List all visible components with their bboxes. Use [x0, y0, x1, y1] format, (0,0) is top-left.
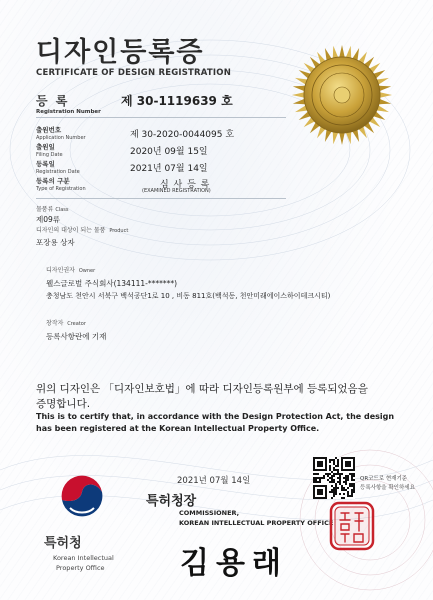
class-label: 물품류 Class [36, 206, 69, 213]
qr-note-line2: 등록사항을 확인하세요 [360, 485, 415, 491]
registration-number-value: 제 30-1119639 호 [121, 94, 233, 108]
gold-seal-icon [291, 44, 393, 146]
divider-line [36, 117, 286, 118]
owner-name: 웰스글로벌 주식회사(134111-*******) [46, 279, 178, 288]
product-value: 포장용 상자 [36, 238, 75, 247]
office-name-en: KOREAN INTELLECTUAL PROPERTY OFFICE [179, 519, 334, 527]
application-number-label: 출원번호 [36, 126, 62, 134]
registration-type-value-en: (EXAMINED REGISTRATION) [142, 188, 211, 194]
creator-label: 창작자 Creator [46, 320, 86, 327]
registration-type-label: 등록의 구분 [36, 177, 70, 185]
registration-date-label: 등록일 [36, 160, 55, 168]
product-label: 디자인의 대상이 되는 물품 Product [36, 227, 129, 234]
commissioner-title-en: COMMISSIONER, [179, 509, 240, 517]
registration-number-label: 등 록 [36, 94, 70, 108]
registration-date-label-en: Registration Date [36, 169, 80, 175]
registration-number-label-en: Registration Number [36, 109, 101, 115]
owner-label: 디자인권자 Owner [46, 267, 96, 274]
kipo-logo-icon [56, 470, 108, 522]
commissioner-title-ko: 특허청장 [146, 494, 197, 509]
filing-date-label-en: Filing Date [36, 152, 63, 158]
registration-type-label-en: Type of Registration [36, 186, 86, 192]
certification-statement-en: This is to certify that, in accordance with the Design Protection Act, the design has been registered at the Korean Intellectual Property Office. [36, 412, 395, 433]
kipo-logo-text-ko: 특허청 [44, 536, 82, 551]
certificate-title: 디자인등록증 [36, 37, 205, 68]
owner-address: 충청남도 천안시 서북구 백석공단1로 10 , 비동 811호(백석동, 천안미래에이스하이테크시티) [46, 292, 331, 300]
qr-code-icon[interactable] [313, 457, 355, 499]
application-number-value: 제 30-2020-0044095 호 [130, 130, 235, 140]
divider-line [36, 198, 286, 199]
creator-value: 등록사항란에 기재 [46, 332, 107, 341]
issue-date: 2021년 07월 14일 [177, 476, 251, 486]
filing-date-value: 2020년 09월 15일 [130, 147, 208, 157]
red-stamp-icon [328, 500, 376, 552]
registration-date-value: 2021년 07월 14일 [130, 164, 208, 174]
filing-date-label: 출원일 [36, 143, 55, 151]
certification-statement-ko: 위의 디자인은 「디자인보호법」에 따라 디자인등록원부에 등록되었음을 증명합니다. [36, 383, 368, 410]
qr-note-line1: QR코드로 현재기준 [360, 476, 408, 482]
registration-type-value: 심 사 등 록 [160, 180, 211, 190]
application-number-label-en: Application Number [36, 135, 86, 141]
signature: 김용래 [180, 546, 288, 581]
class-value: 제09류 [36, 215, 61, 224]
kipo-logo-text-en-line1: Korean Intellectual [53, 554, 114, 562]
certificate-title-en: CERTIFICATE OF DESIGN REGISTRATION [36, 68, 232, 78]
kipo-logo-text-en-line2: Property Office [56, 564, 105, 572]
